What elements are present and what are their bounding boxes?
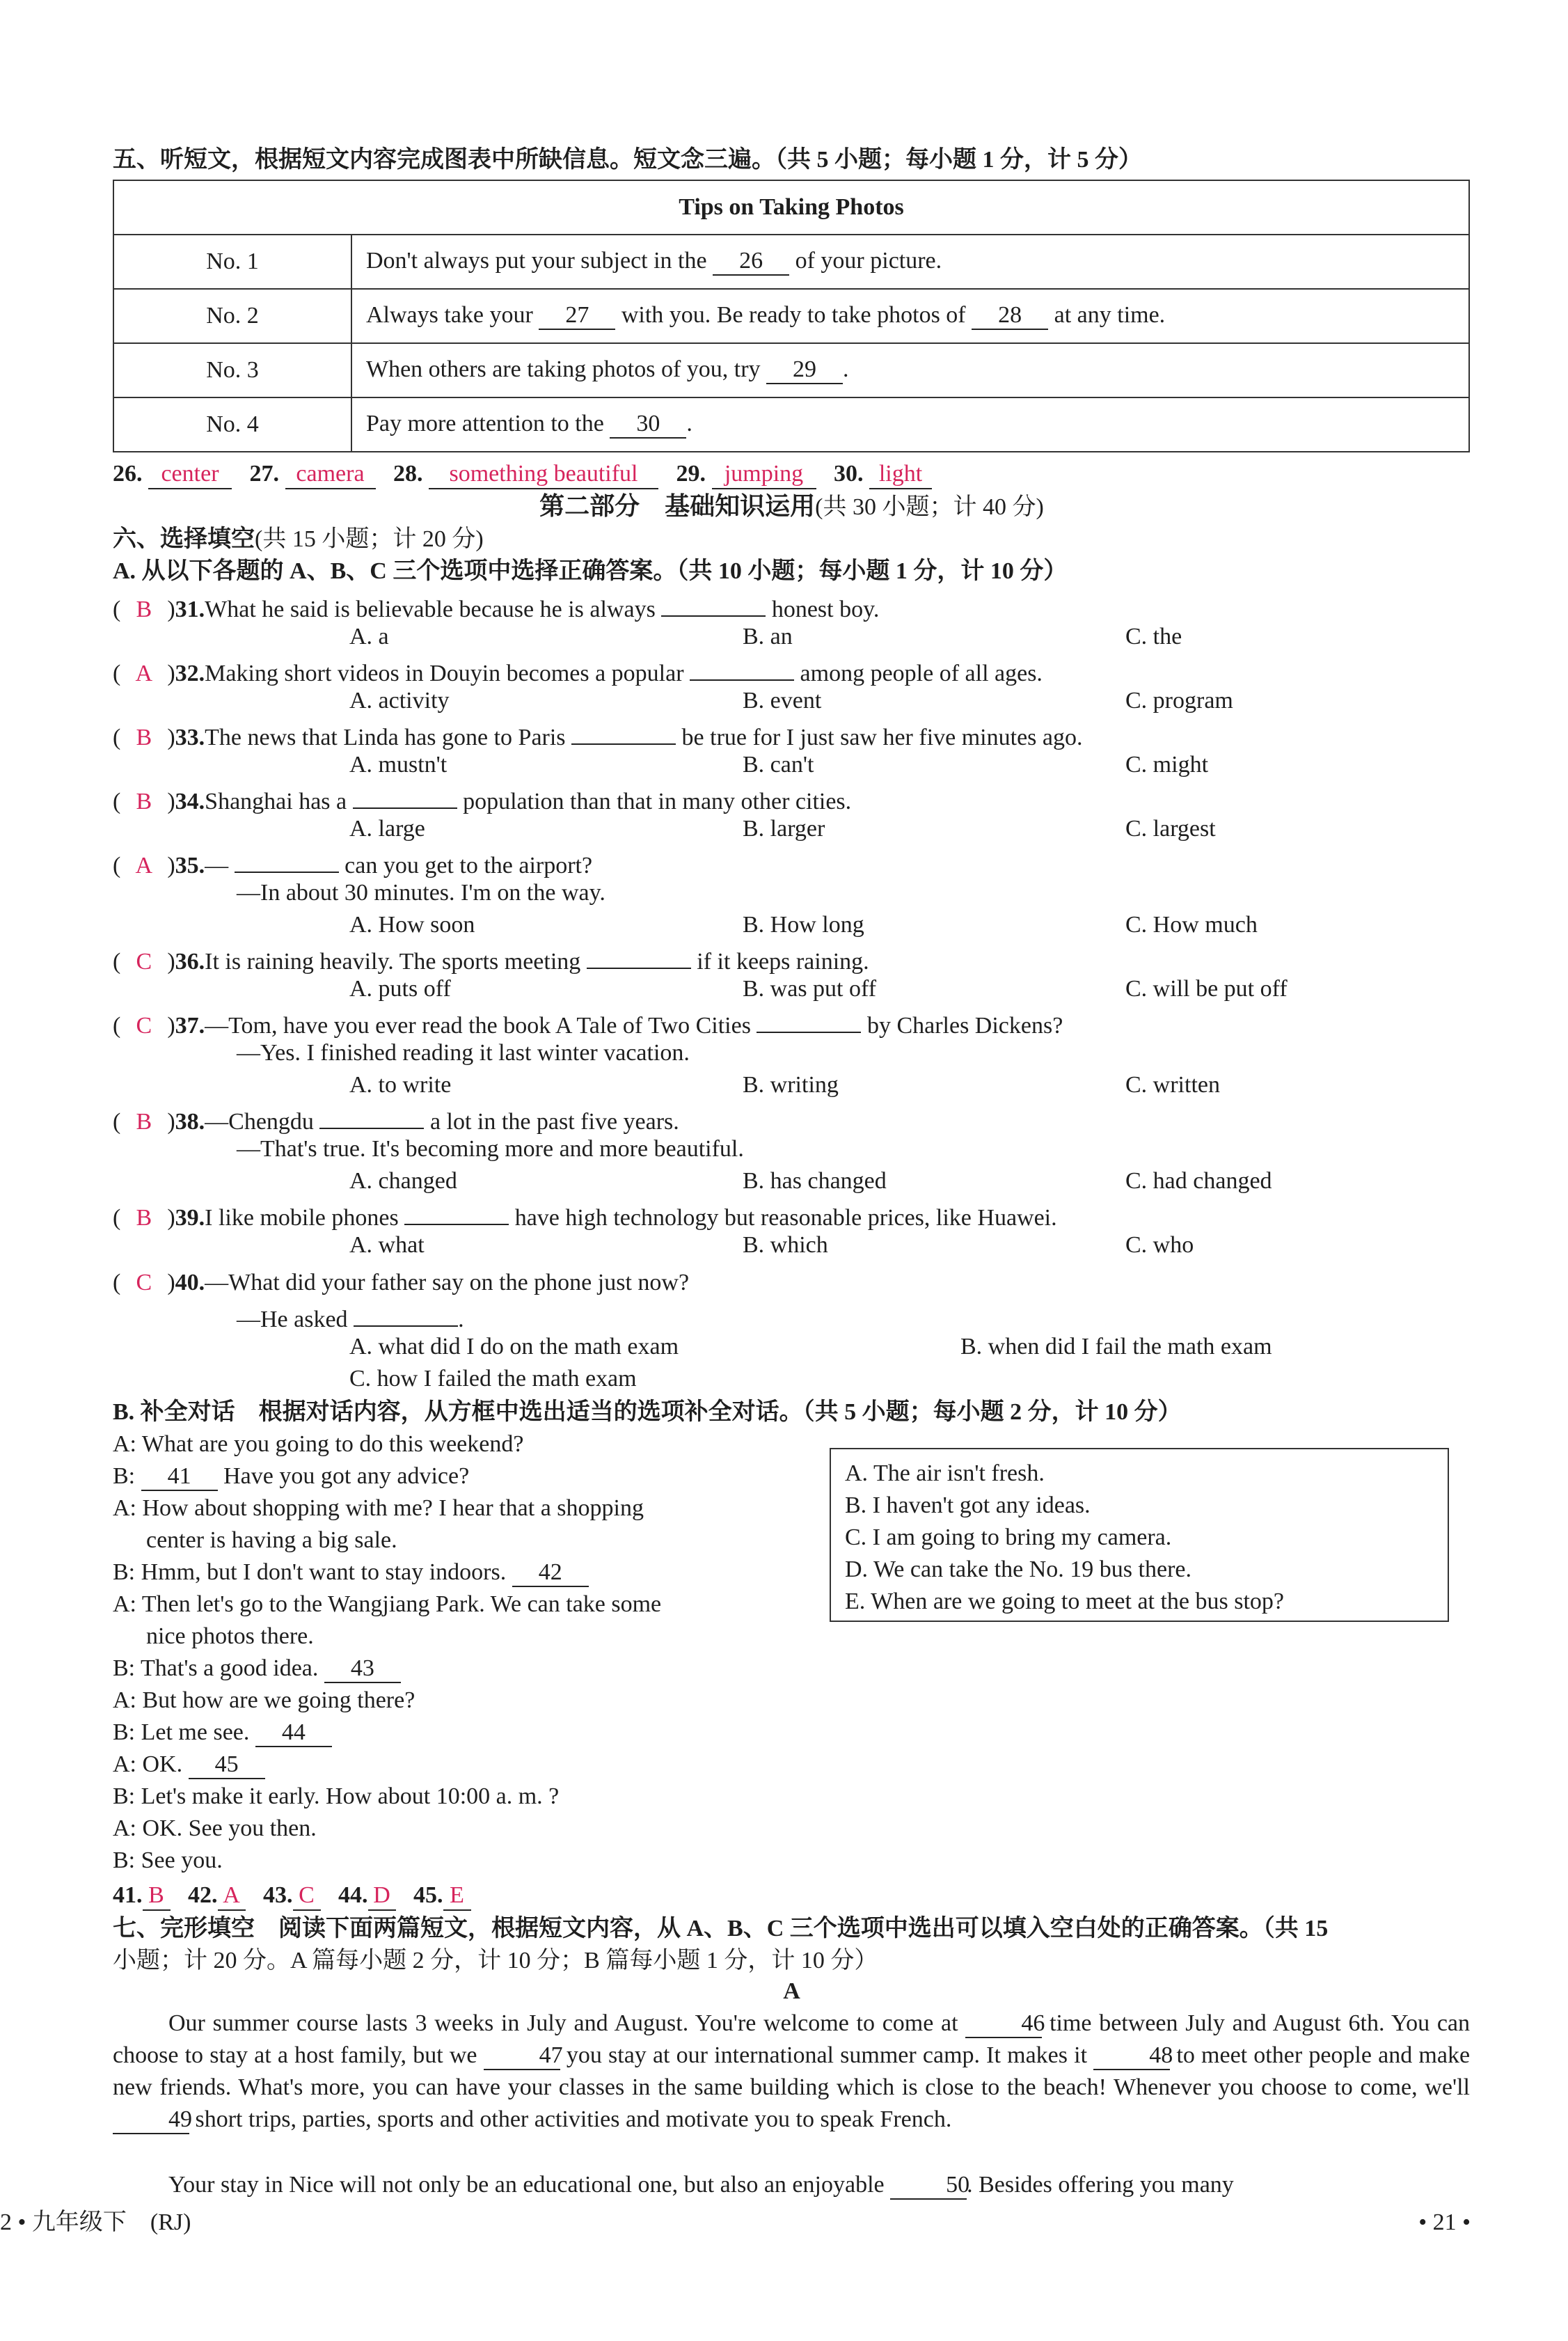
question-40-line2: —He asked . [237, 1299, 1471, 1336]
answer-choice: A [135, 853, 153, 878]
dialogue-line: A: OK. See you then. [113, 1815, 317, 1841]
dialogue-line: B: See you. [113, 1847, 223, 1873]
option-c[interactable]: C. the [1125, 624, 1182, 649]
blank-42[interactable]: 42 [512, 1559, 589, 1587]
option-b[interactable]: B. which [743, 1232, 828, 1258]
blank-50[interactable]: 50 [890, 2172, 967, 2200]
option-c[interactable]: C. largest [1125, 816, 1216, 842]
box-option-c: C. I am going to bring my camera. [845, 1524, 1172, 1550]
option-b[interactable]: B. larger [743, 816, 825, 842]
answer-28: something beautiful [429, 460, 658, 489]
dialogue-line: center is having a big sale. [146, 1527, 397, 1553]
option-a[interactable]: A. changed [349, 1168, 457, 1194]
section5-answers: 26. center 27. camera 28. something beautiful 29. jumping 30. light [113, 458, 1471, 490]
answer-26: center [148, 460, 232, 489]
section-b-title: B. 补全对话 根据对话内容，从方框中选出适当的选项补全对话。（共 5 小题；每小题 2 分，计 10 分） [113, 1399, 1182, 1425]
blank-40[interactable] [354, 1299, 458, 1327]
option-c[interactable]: C. written [1125, 1072, 1220, 1098]
dialogue-line: A: But how are we going there? [113, 1687, 415, 1713]
option-a[interactable]: A. what did I do on the math exam [349, 1334, 679, 1359]
answer-41: B [143, 1882, 171, 1911]
blank-28[interactable]: 28 [972, 302, 1048, 330]
answer-blank[interactable] [404, 1197, 509, 1225]
row-num: No. 4 [113, 397, 351, 452]
option-b[interactable]: B. was put off [743, 976, 877, 1002]
answer-choice: B [136, 789, 152, 814]
question-37: ( C )37.—Tom, have you ever read the book A Tale of Two Cities by Charles Dickens? [113, 1005, 1471, 1042]
option-b[interactable]: B. an [743, 624, 793, 649]
option-c[interactable]: C. might [1125, 752, 1209, 778]
tips-table [113, 180, 1470, 452]
blank-29[interactable]: 29 [766, 356, 843, 384]
table-row [113, 235, 1469, 289]
answer-45: E [443, 1882, 471, 1911]
row-num: No. 2 [113, 289, 351, 343]
option-a[interactable]: A. mustn't [349, 752, 448, 778]
question-35: ( A )35.— can you get to the airport? [113, 845, 1471, 882]
box-option-a: A. The air isn't fresh. [845, 1460, 1045, 1486]
option-c[interactable]: C. who [1125, 1232, 1194, 1258]
blank-41[interactable]: 41 [141, 1463, 218, 1491]
blank-46[interactable]: 46 [965, 2010, 1042, 2038]
dialogue-line: A: What are you going to do this weekend? [113, 1431, 524, 1457]
dialogue-line: A: OK. 45 [113, 1749, 265, 1781]
box-option-d: D. We can take the No. 19 bus there. [845, 1556, 1191, 1582]
option-c[interactable]: C. program [1125, 688, 1233, 714]
blank-30[interactable]: 30 [610, 411, 686, 439]
box-option-e: E. When are we going to meet at the bus stop? [845, 1589, 1285, 1614]
table-row [113, 397, 1469, 452]
option-a[interactable]: A. puts off [349, 976, 451, 1002]
section5-title: 五、听短文，根据短文内容完成图表中所缺信息。短文念三遍。（共 5 小题；每小题 1 分，计 5 分） [113, 147, 1142, 173]
question-33: ( B )33.The news that Linda has gone to Paris be true for I just saw her five minutes ago. [113, 717, 1471, 754]
box-option-b: B. I haven't got any ideas. [845, 1492, 1091, 1518]
question-reply: —That's true. It's becoming more and more beautiful. [237, 1136, 744, 1162]
question-39: ( B )39.I like mobile phones have high technology but reasonable prices, like Huawei. [113, 1197, 1471, 1234]
dialogue-line: nice photos there. [146, 1623, 314, 1649]
table-title: Tips on Taking Photos [113, 180, 1469, 235]
answer-choice: C [136, 1013, 152, 1039]
passage-label: A [783, 1978, 800, 2004]
answer-choice: B [136, 1205, 152, 1231]
blank-47[interactable]: 47 [484, 2042, 560, 2070]
question-reply: —In about 30 minutes. I'm on the way. [237, 880, 605, 906]
blank-44[interactable]: 44 [255, 1719, 332, 1747]
part2-title: 第二部分 基础知识运用(共 30 小题；计 40 分) [539, 492, 1044, 520]
question-38: ( B )38.—Chengdu a lot in the past five years. [113, 1101, 1471, 1138]
question-32: ( A )32.Making short videos in Douyin becomes a popular among people of all ages. [113, 653, 1471, 690]
answer-choice: C [136, 949, 152, 975]
option-a[interactable]: A. large [349, 816, 425, 842]
section6-part-a-title: A. 从以下各题的 A、B、C 三个选项中选择正确答案。（共 10 小题；每小题 1 分，计 10 分） [113, 558, 1068, 584]
answer-blank[interactable] [757, 1005, 861, 1033]
dialogue-line: A: How about shopping with me? I hear that a shopping [113, 1495, 644, 1521]
answer-choice: B [136, 725, 152, 750]
blank-45[interactable]: 45 [189, 1751, 265, 1779]
blank-48[interactable]: 48 [1093, 2042, 1170, 2070]
answer-blank[interactable] [235, 845, 339, 873]
option-a[interactable]: A. what [349, 1232, 425, 1258]
row-text: Pay more attention to the 30 . [351, 397, 1469, 452]
question-34: ( B )34.Shanghai has a population than that in many other cities. [113, 781, 1471, 818]
passage-a-paragraph-2: Your stay in Nice will not only be an educational one, but also an enjoyable 50. Besides offering you many [113, 2169, 1471, 2201]
row-num: No. 3 [113, 343, 351, 397]
answer-blank[interactable] [661, 589, 766, 617]
answer-choice: B [136, 597, 152, 622]
row-text: When others are taking photos of you, try 29 . [351, 343, 1469, 397]
answer-blank[interactable] [319, 1101, 424, 1129]
passage-a-paragraph-1: Our summer course lasts 3 weeks in July and August. You're welcome to come at 46 time between July and August 6th. You can choose to stay at a host family, but we 47 you stay at our international summer camp. It makes it 48 to meet other people and make new friends. What's more, you can have your classes in the same building which is close to the beach! Whenever you choose to come, we'll 49 short trips, parties, sports and other activities and motivate you to speak French. [113, 2008, 1470, 2136]
dialogue-line: B: Hmm, but I don't want to stay indoors. 42 [113, 1556, 589, 1589]
question-40: ( C )40.—What did your father say on the phone just now? [113, 1267, 1471, 1299]
blank-49[interactable]: 49 [113, 2106, 189, 2134]
answer-29: jumping [712, 460, 816, 489]
option-c[interactable]: C. had changed [1125, 1168, 1272, 1194]
option-a[interactable]: A. activity [349, 688, 450, 714]
option-a[interactable]: A. to write [349, 1072, 452, 1098]
row-text: Don't always put your subject in the 26 of your picture. [351, 235, 1469, 289]
answer-blank[interactable] [587, 941, 691, 969]
row-num: No. 1 [113, 235, 351, 289]
row-text: Always take your 27 with you. Be ready to take photos of 28 at any time. [351, 289, 1469, 343]
answer-blank[interactable] [353, 781, 457, 809]
options-box [830, 1448, 1449, 1622]
option-c[interactable]: C. how I failed the math exam [349, 1366, 637, 1392]
answer-27: camera [285, 460, 376, 489]
question-36: ( C )36.It is raining heavily. The sports meeting if it keeps raining. [113, 941, 1471, 978]
option-b[interactable]: B. event [743, 688, 822, 714]
option-b[interactable]: B. can't [743, 752, 814, 778]
dialogue-line: B: That's a good idea. 43 [113, 1653, 401, 1685]
answer-choice: A [135, 661, 153, 686]
option-b[interactable]: B. How long [743, 912, 864, 938]
option-b[interactable]: B. writing [743, 1072, 839, 1098]
answer-42: A [218, 1882, 246, 1911]
section7-title: 七、完形填空 阅读下面两篇短文，根据短文内容，从 A、B、C 三个选项中选出可以填入空白处的正确答案。（共 15 [113, 1916, 1329, 1941]
question-reply: —Yes. I finished reading it last winter vacation. [237, 1040, 690, 1066]
answer-40: C [136, 1270, 152, 1295]
blank-43[interactable]: 43 [324, 1655, 401, 1683]
answer-44: D [368, 1882, 396, 1911]
blank-27[interactable]: 27 [539, 302, 615, 330]
answer-blank[interactable] [571, 717, 676, 745]
table-row [113, 289, 1469, 343]
answer-blank[interactable] [690, 653, 794, 681]
dialogue-line: A: Then let's go to the Wangjiang Park. We can take some [113, 1591, 662, 1617]
dialogue-line: B: 41 Have you got any advice? [113, 1460, 469, 1492]
option-c[interactable]: C. will be put off [1125, 976, 1288, 1002]
blank-26[interactable]: 26 [713, 248, 789, 276]
option-c[interactable]: C. How much [1125, 912, 1258, 938]
section-b-answers: 41. B 42. A 43. C 44. D 45. E [113, 1879, 1471, 1912]
section6-title: 六、选择填空(共 15 小题；计 20 分) [113, 526, 484, 552]
option-b[interactable]: B. has changed [743, 1168, 887, 1194]
table-row [113, 343, 1469, 397]
question-31: ( B )31.What he said is believable because he is always honest boy. [113, 589, 1471, 626]
answer-30: light [869, 460, 932, 489]
page-number: • 21 • [1418, 2209, 1471, 2235]
option-a[interactable]: A. How soon [349, 912, 475, 938]
option-b[interactable]: B. when did I fail the math exam [960, 1334, 1272, 1359]
dialogue-line: B: Let me see. 44 [113, 1717, 332, 1749]
section7-title-2: 小题；计 20 分。A 篇每小题 2 分，计 10 分；B 篇每小题 1 分，计 10 分） [113, 1948, 878, 1973]
answer-choice: B [136, 1109, 152, 1135]
dialogue-line: B: Let's make it early. How about 10:00 a. m. ? [113, 1783, 560, 1809]
answer-43: C [293, 1882, 321, 1911]
footer-left: 2 • 九年级下 (RJ) [0, 2209, 191, 2235]
option-a[interactable]: A. a [349, 624, 389, 649]
